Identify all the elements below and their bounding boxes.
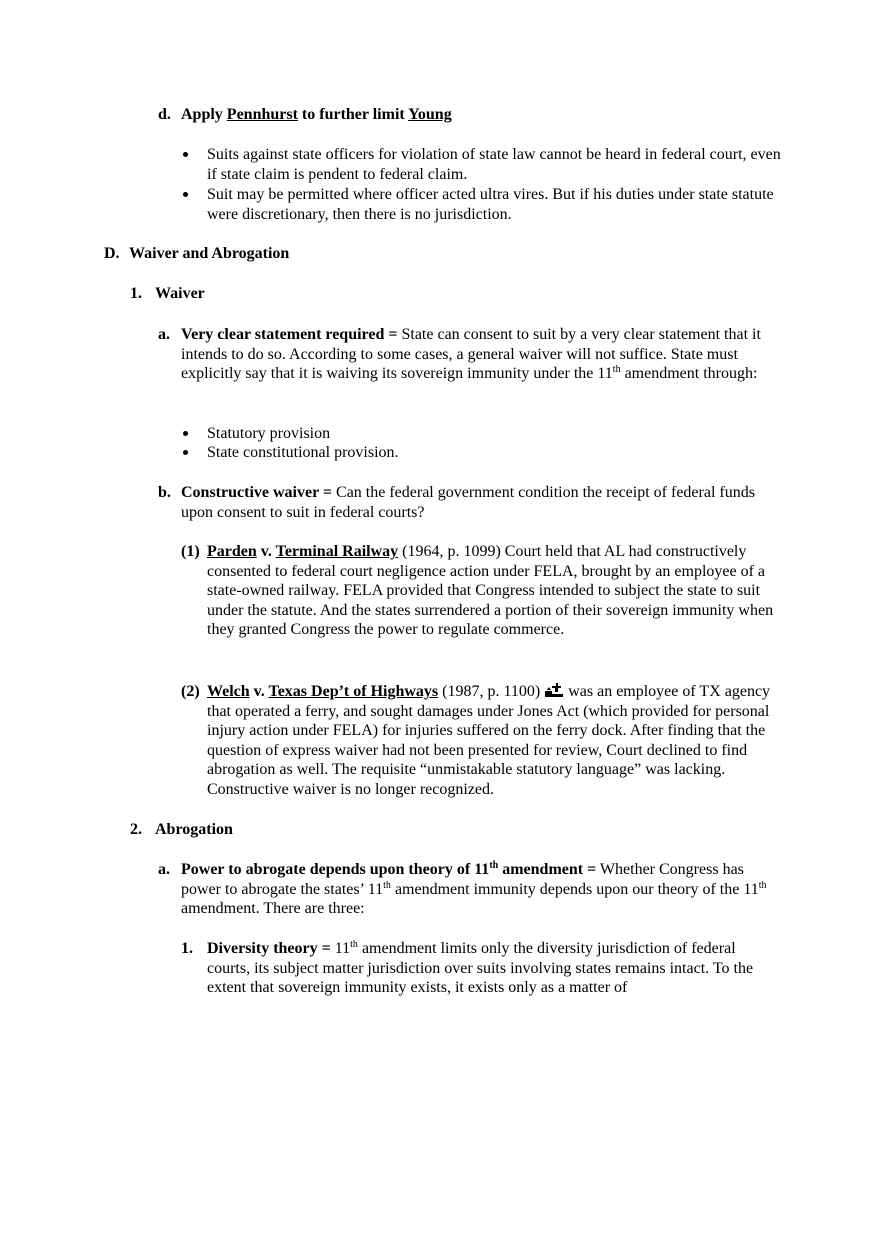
bullet-item: Statutory provision (207, 425, 331, 442)
item-number: (1) (181, 543, 200, 560)
section-heading: Waiver (155, 285, 205, 302)
item-number: 1. (130, 285, 142, 302)
paragraph: Diversity theory = 11th amendment limits only the diversity jurisdiction of federal courts, its subject matter jurisdiction over suits involving states remains intact. To the extent that sovereign immunity exists, it exists only as a matter of (207, 939, 754, 997)
paragraph: Very clear statement required = State can consent to suit by a very clear statement that it intends to do so. According to some cases, a general waiver will not suffice. State must explicitly say that it is waiving its sovereign immunity under the 11th amendment through: (181, 326, 761, 383)
plaintiff-icon (544, 682, 564, 698)
section-heading: Abrogation (155, 821, 233, 838)
item-number: 1. (181, 940, 193, 957)
bullet-item: Suit may be permitted where officer acted ultra vires. But if his duties under state statute were discretionary, then there is no jurisdiction. (207, 185, 787, 224)
paragraph: Welch v. Texas Dep’t of Highways (1987, p. 1100) was an employee of TX agency that operated a ferry, and sought damages under Jones Act (which provided for personal injury action under FELA) for injuries suffered on the ferry dock. After finding that the question of express waiver had not been presented for review, Court declined to find abrogation as well. The requisite “unmistakable statutory language” was lacking. Constructive waiver is no longer recognized. (207, 683, 771, 798)
section-heading: Apply Pennhurst to further limit Young (181, 106, 452, 123)
paragraph: Constructive waiver = Can the federal government condition the receipt of federal funds upon consent to suit in federal courts? (181, 484, 755, 521)
paragraph: Power to abrogate depends upon theory of 11th amendment = Whether Congress has power to abrogate the states’ 11th amendment immunity depends upon our theory of the 11th amendment. There are three: (181, 860, 767, 918)
paragraph: Parden v. Terminal Railway (1964, p. 1099) Court held that AL had constructively consented to federal court negligence action under FELA, brought by an employee of a state-owned railway. FELA provided that Congress intended to subject the state to suit under the statute. And the states surrendered a portion of their sovereign immunity when they granted Congress the power to regulate commerce. (207, 543, 774, 639)
item-number: d. (158, 106, 171, 123)
bullet-item: State constitutional provision. (207, 444, 399, 461)
item-number: (2) (181, 683, 200, 700)
section-heading: Waiver and Abrogation (129, 245, 290, 262)
bullet-item: Suits against state officers for violation of state law cannot be heard in federal court, even if state claim is pendent to federal claim. (207, 145, 787, 184)
item-number: a. (158, 326, 170, 343)
item-number: D. (104, 245, 120, 262)
item-number: a. (158, 861, 170, 878)
item-number: 2. (130, 821, 142, 838)
item-number: b. (158, 484, 171, 501)
